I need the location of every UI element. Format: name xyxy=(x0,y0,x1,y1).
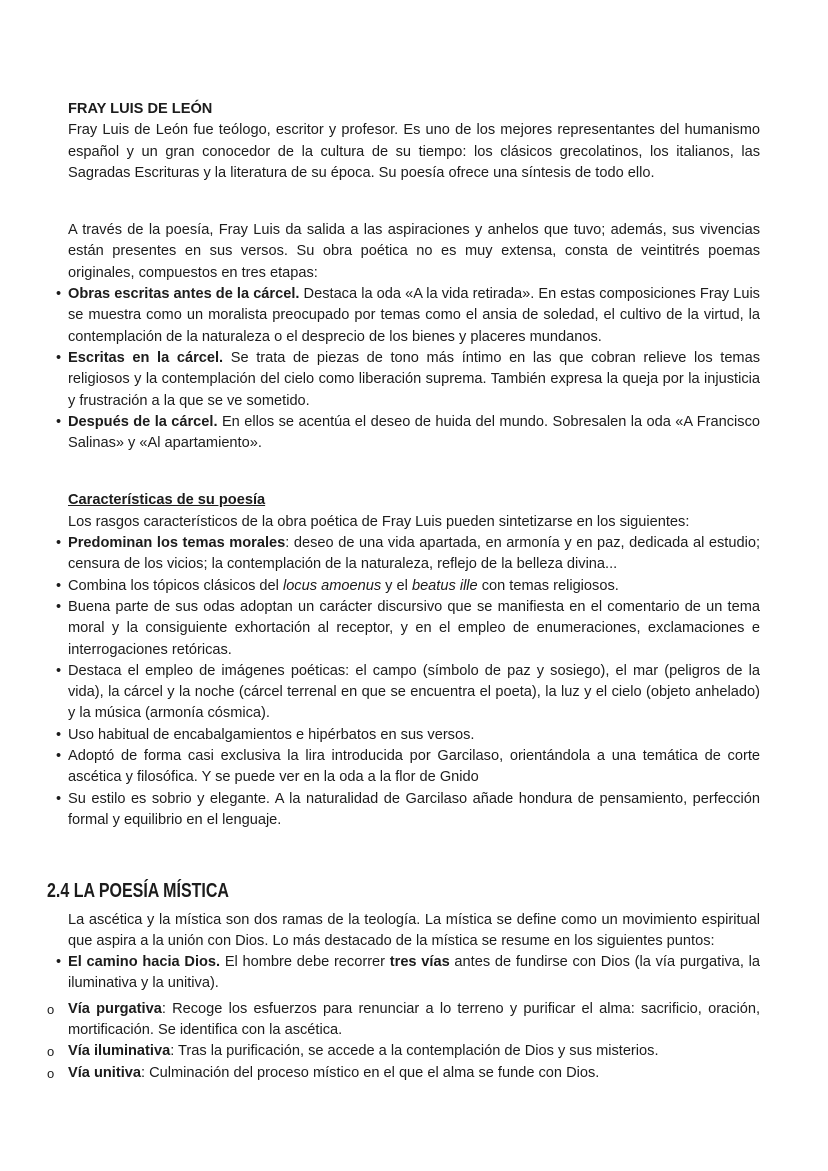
paragraph-mistica-intro: La ascética y la mística son dos ramas de la teología. La mística se define como un movimiento espiritual que aspira a la unión con Dios. Lo más destacado de la mística se resume en los siguientes puntos: xyxy=(68,911,760,949)
bullet-icon: • xyxy=(56,790,62,807)
bullet-icon: • xyxy=(56,748,62,765)
list-item-bold: El camino hacia Dios. xyxy=(68,954,221,971)
bullet-icon: • xyxy=(56,286,62,303)
list-item-bold: Vía unitiva xyxy=(68,1064,141,1081)
list-item-text: antes de fundirse con Dios (la vía purgativa, la iluminativa y la unitiva). xyxy=(68,954,761,992)
list-item-despues-carcel xyxy=(56,412,760,455)
list-item-text: En ellos se acentúa el deseo de huida del mundo. Sobresalen la oda «A Francisco Salinas» y «Al apartamiento». xyxy=(68,413,760,452)
list-item-text: : Tras la purificación, se accede a la contemplación de Dios y sus misterios. xyxy=(170,1043,659,1060)
list-item-text: y el xyxy=(381,577,412,594)
list-item-via-purgativa xyxy=(47,999,761,1042)
list-item-italic: beatus ille xyxy=(411,577,478,594)
bullet-icon: • xyxy=(56,662,62,679)
bullet-icon: • xyxy=(56,598,62,615)
list-item-bold: tres vías xyxy=(389,954,450,971)
circle-bullet-icon: o xyxy=(47,1044,55,1060)
section-title-fray-luis: FRAY LUIS DE LEÓN xyxy=(68,101,213,117)
list-item-topicos xyxy=(56,576,760,597)
circle-bullet-icon: o xyxy=(47,1001,55,1017)
list-item-text: : deseo de una vida apartada, en armonía y en paz, dedicada al estudio; censura de los vicios; la contemplación de la naturaleza, reflejo de la belleza divina... xyxy=(68,535,760,573)
list-item-escritas-carcel xyxy=(56,348,761,412)
list-item-text: Uso habitual de encabalgamientos e hipérbatos en sus versos. xyxy=(68,726,475,743)
list-item-temas-morales xyxy=(56,533,760,576)
list-item-encabalgamientos xyxy=(56,725,760,746)
list-item-bold: Vía iluminativa xyxy=(68,1043,171,1060)
list-item-italic: locus amoenus xyxy=(282,577,382,594)
section-fray-luis xyxy=(47,99,760,454)
list-item-text: Buena parte de sus odas adoptan un carácter discursivo que se manifiesta en el comentario de un tema moral y la consiguiente exhortación al receptor, y en el empleo de enumeraciones, exclamaciones e interrogaciones retóricas. xyxy=(68,598,760,658)
list-item-estilo xyxy=(56,789,760,832)
section-title-caracteristicas: Características de su poesía xyxy=(68,492,266,509)
paragraph-rasgos: Los rasgos característicos de la obra poética de Fray Luis pueden sintetizarse en los siguientes: xyxy=(68,513,690,530)
list-item-obras-antes xyxy=(56,284,760,348)
list-item-text: con temas religiosos. xyxy=(477,577,619,594)
list-item-bold: Obras escritas antes de la cárcel. xyxy=(68,286,300,303)
bullet-icon: • xyxy=(56,577,62,594)
paragraph-intro: Fray Luis de León fue teólogo, escritor y profesor. Es uno de los mejores representantes del humanismo español y un gran conocedor de la cultura de su tiempo: los clásicos grecolatinos, los italianos, las Sagradas Escrituras y la literatura de su época. Su poesía ofrece una síntesis de todo ello. xyxy=(68,122,760,181)
list-item-bold: Predominan los temas morales xyxy=(68,535,286,552)
bullet-icon: • xyxy=(56,349,62,366)
list-item-via-unitiva xyxy=(47,1063,760,1084)
section-poesia-mistica xyxy=(47,881,760,1084)
list-item-text: : Recoge los esfuerzos para renunciar a lo terreno y purificar el alma: sacrificio, oración, mortificación. Se identifica con la ascética. xyxy=(68,1000,761,1038)
list-item-text: Se trata de piezas de tono más íntimo en las que cobran relieve los temas religiosos y la contemplación del cielo como liberación suprema. También expresa la queja por la injusticia y frustración a la que se ve sometido. xyxy=(68,349,761,409)
circle-bullet-icon: o xyxy=(47,1065,55,1081)
list-item-text: Adoptó de forma casi exclusiva la lira introducida por Garcilaso, orientándola a una temática de corte ascética y filosófica. Y se puede ver en la oda a la flor de Gnido xyxy=(68,748,760,786)
list-item-bold: Vía purgativa xyxy=(68,1000,162,1017)
list-item-bold: Escritas en la cárcel. xyxy=(68,349,224,366)
list-item-text: El hombre debe recorrer xyxy=(220,954,390,971)
list-item-lira xyxy=(56,746,760,789)
list-item-text: Destaca el empleo de imágenes poéticas: el campo (símbolo de paz y sosiego), el mar (peligros de la vida), la cárcel y la noche (cárcel terrenal en que se encuentra el poeta), la luz y el cielo (objeto anhelado) y la música (armonía cósmica). xyxy=(68,662,760,722)
list-item-text: Su estilo es sobrio y elegante. A la naturalidad de Garcilaso añade hondura de pensamiento, perfección formal y equilibrio en el lenguaje. xyxy=(68,790,760,828)
bullet-icon: • xyxy=(56,954,62,971)
bullet-icon: • xyxy=(56,535,62,552)
list-item-text: : Culminación del proceso místico en el que el alma se funde con Dios. xyxy=(141,1064,600,1081)
list-item-camino-dios xyxy=(56,952,761,995)
list-item-odas-discursivas xyxy=(56,597,760,661)
section-heading-row xyxy=(47,881,760,904)
list-item-via-iluminativa xyxy=(47,1041,760,1062)
bullet-icon: • xyxy=(56,726,62,743)
list-item-text: Combina los tópicos clásicos del xyxy=(68,577,283,594)
list-item-bold: Después de la cárcel. xyxy=(68,413,218,430)
paragraph-etapas: A través de la poesía, Fray Luis da salida a las aspiraciones y anhelos que tuvo; además, sus vivencias están presentes en sus versos. Su obra poética no es muy extensa, consta de veintitrés poemas originales, compuestos en tres etapas: xyxy=(68,222,760,281)
list-item-text: Destaca la oda «A la vida retirada». En estas composiciones Fray Luis se muestra como un moralista preocupado por temas como el ansia de soledad, el cultivo de la virtud, la contemplación de la naturaleza o el desprecio de los bienes y placeres mundanos. xyxy=(68,286,760,345)
bullet-icon: • xyxy=(56,413,62,430)
list-item-imagenes-poeticas xyxy=(56,661,760,725)
section-title-mistica: 2.4 LA POESÍA MÍSTICA xyxy=(47,880,229,903)
section-caracteristicas xyxy=(47,490,760,831)
